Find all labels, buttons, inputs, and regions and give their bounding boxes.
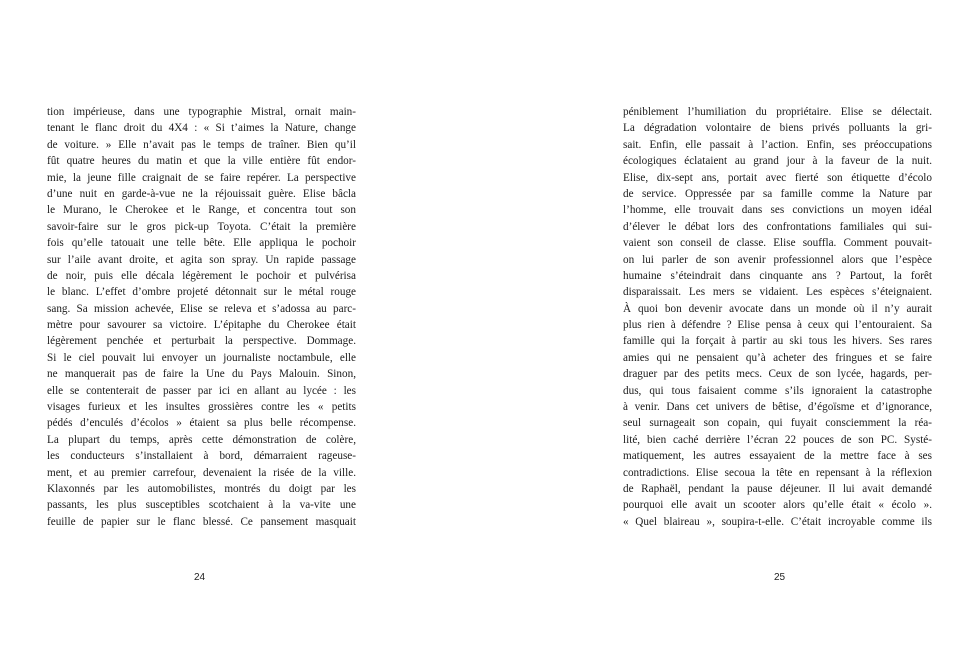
text-line: l’homme, elle trouvait dans ses convictions un moyen idéal (623, 204, 932, 217)
text-line: disparaissait. Les mers se vidaient. Les espèces s’éteignaient. (623, 286, 932, 299)
text-line: de noir, puis elle décala légèrement le pochoir et pulvérisa (47, 269, 356, 282)
right-page (487, 0, 974, 657)
text-line: Si le ciel pouvait lui envoyer un journaliste noctambule, elle (47, 351, 356, 364)
text-line: matiquement, les autres essayaient de la mettre face à ses (623, 450, 932, 463)
text-line: feuille de papier sur le flanc blessé. Ce pansement masquait (47, 515, 356, 528)
text-line: La plupart du temps, après cette démonstration de colère, (47, 433, 356, 446)
text-line: pourquoi elle avait un scooter alors qu’elle était « écolo ». (623, 499, 932, 512)
text-line: À quoi bon devenir avocate dans un monde où il n’y aurait (623, 302, 932, 315)
text-line: on lui parler de son avenir professionnel alors que l’espèce (623, 253, 932, 266)
text-line: Elise, dix-sept ans, portait avec fierté son étiquette d’écolo (623, 171, 932, 184)
text-line: passants, les plus susceptibles scotchaient à la va-vite une (47, 499, 356, 512)
text-line: ne manquerait pas de faire la Une du Pays Malouin. Sinon, (47, 368, 356, 381)
text-line: sang. Sa mission achevée, Elise se releva et s’adossa au parc- (47, 302, 356, 315)
text-line: ment, et au premier carrefour, devenaient la risée de la ville. (47, 466, 356, 479)
text-line: fût quatre heures du matin et que la ville entière fût endor- (47, 155, 356, 168)
text-line: mètre pour savourer sa victoire. L’épitaphe du Cherokee était (47, 319, 356, 332)
text-line: tenant le flanc droit du 4X4 : « Si t’aimes la Nature, change (47, 122, 356, 135)
text-line: légèrement penchée et perturbait la perspective. Dommage. (47, 335, 356, 348)
text-line: mie, la jeune fille craignait de se faire repérer. La perspective (47, 171, 356, 184)
text-line: La dégradation volontaire de biens privés polluants la gri- (623, 122, 932, 135)
text-line: draguer par des petits mecs. Ceux de son lycée, hagards, per- (623, 368, 932, 381)
text-line: pédés d’enculés d’écolos » étaient sa plus belle récompense. (47, 417, 356, 430)
text-line: le blanc. L’effet d’ombre projeté détonnait sur le métal rouge (47, 286, 356, 299)
text-line: contradictions. Elise secoua la tête en repensant à la réflexion (623, 466, 932, 479)
text-line: famille qui la forçait à partir au ski tous les hivers. Ses rares (623, 335, 932, 348)
text-line: vaient son conseil de classe. Elise souffla. Comment pouvait- (623, 237, 932, 250)
text-line: le Murano, le Cherokee et le Range, et concentra tout son (47, 204, 356, 217)
text-line: dus, qui tous faisaient comme s’ils ignoraient la catastrophe (623, 384, 932, 397)
text-line: Klaxonnés par les automobilistes, montrés du doigt par les (47, 482, 356, 495)
text-line: tion impérieuse, dans une typographie Mistral, ornait main- (47, 106, 356, 118)
text-line: sur l’aile avant droite, et agita son spray. Un rapide passage (47, 253, 356, 266)
text-line: sait. Enfin, elle passait à l’action. Enfin, ses préoccupations (623, 138, 932, 151)
text-line: de service. Oppressée par sa famille comme la Nature par (623, 187, 932, 200)
page-number: 24 (194, 572, 206, 583)
text-line: de Raphaël, pendant la pause déjeuner. Il lui avait demandé (623, 482, 932, 495)
text-line: de voiture. » Elle n’avait pas le temps de traîner. Bien qu’il (47, 138, 356, 151)
text-line: humaine s’éteindrait dans cinquante ans ? Partout, la forêt (623, 269, 932, 282)
text-line: fois qu’elle tatouait une telle bête. Elle appliqua le pochoir (47, 237, 356, 250)
text-line: à venir. Dans cet univers de bêtise, d’égoïsme et d’ignorance, (623, 401, 932, 414)
text-line: visages furieux et les insultes grossières contre les « petits (47, 401, 356, 414)
right-page-text (623, 104, 932, 530)
text-line: péniblement l’humiliation du propriétaire. Elise se délectait. (623, 106, 932, 118)
text-line: d’élever le débat lors des confrontations familiales qui sui- (623, 220, 932, 233)
left-page-text (47, 104, 356, 530)
text-line: elle se contenterait de passer par ici en allant au lycée : les (47, 384, 356, 397)
text-line: savoir-faire sur le gros pick-up Toyota. C’était la première (47, 220, 356, 233)
text-line: les conducteurs s’installaient à bord, démarraient rageuse- (47, 450, 356, 463)
text-line: « Quel blaireau », soupira-t-elle. C’était incroyable comme ils (623, 515, 932, 528)
text-line: écologiques éclataient au grand jour à la faveur de la nuit. (623, 155, 932, 168)
text-line: plus rien à défendre ? Elise pensa à ceux qui l’entouraient. Sa (623, 319, 932, 332)
page-number: 25 (774, 572, 786, 583)
text-line: lité, bien caché derrière l’écran 22 pouces de son PC. Systé- (623, 433, 932, 446)
text-line: d’une nuit en garde-à-vue ne la réjouissait guère. Elise bâcla (47, 187, 356, 200)
text-line: amies qui ne pensaient qu’à acheter des fringues et se faire (623, 351, 932, 364)
text-line: seul surnageait son copain, qui fuyait consciemment la réa- (623, 417, 932, 430)
